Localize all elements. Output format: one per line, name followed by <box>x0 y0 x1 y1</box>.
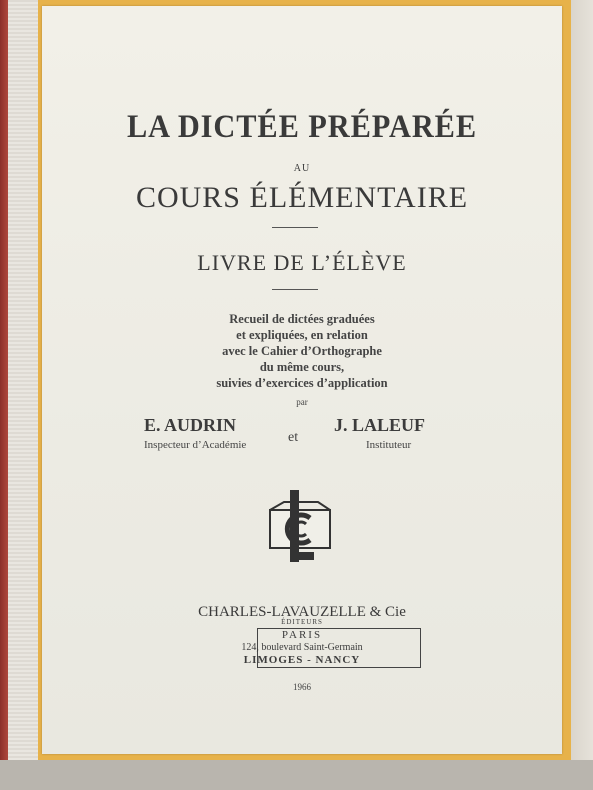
author-2-name: J. LALEUF <box>334 415 426 435</box>
divider-2 <box>272 289 318 290</box>
publication-year: 1966 <box>293 682 311 692</box>
title-line-3: LIVRE DE L’ÉLÈVE <box>197 250 407 275</box>
subtitle-line-1: Recueil de dictées graduées <box>229 312 375 326</box>
title-line-2: COURS ÉLÉMENTAIRE <box>135 181 469 214</box>
city-paris: PARIS <box>281 629 323 641</box>
subtitle-line-5: suivies d’exercices d’application <box>216 376 388 390</box>
subtitle-line-3: avec le Cahier d’Orthographe <box>222 344 382 358</box>
author-2-role: Instituteur <box>366 439 412 451</box>
subtitle-line-4: du même cours, <box>259 360 345 374</box>
author-1-role: Inspecteur d’Académie <box>144 439 247 451</box>
divider-1 <box>272 227 318 228</box>
title-page <box>42 6 562 754</box>
publisher-address: 124, boulevard Saint-Germain <box>241 642 363 653</box>
et-label: et <box>288 430 299 445</box>
author-1-name: E. AUDRIN <box>144 415 237 435</box>
cl-monogram-icon <box>266 488 334 564</box>
publisher-cities: LIMOGES - NANCY <box>243 654 361 666</box>
subtitle-line-2: et expliquées, en relation <box>236 328 368 342</box>
publisher-name: CHARLES-LAVAUZELLE & Cie <box>198 604 406 620</box>
editeurs-label: ÉDITEURS <box>281 618 323 626</box>
par-label: par <box>296 397 308 407</box>
title-line-1: LA DICTÉE PRÉPARÉE <box>126 109 478 145</box>
table-surface <box>0 760 593 790</box>
title-au: AU <box>293 163 311 174</box>
